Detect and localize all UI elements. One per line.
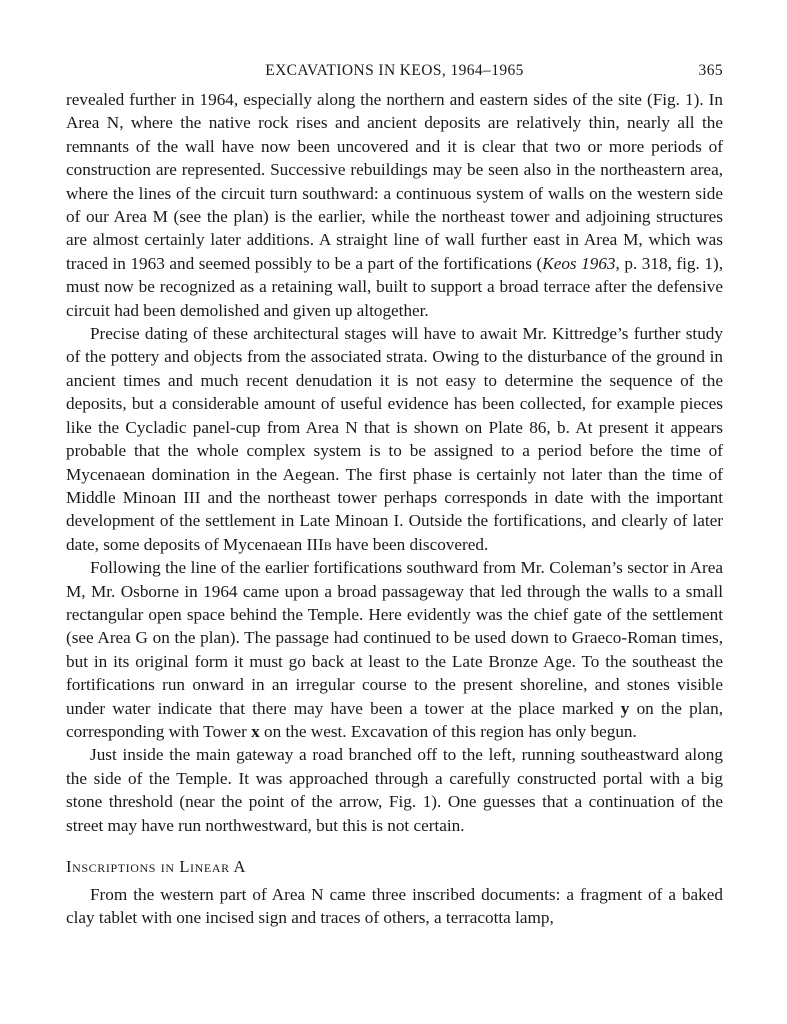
paragraph-3-text-b: on the plan, corresponding with Tower bbox=[66, 698, 724, 741]
body-text bbox=[66, 88, 723, 930]
section-heading: Inscriptions in Linear A bbox=[66, 857, 247, 876]
paragraph-1-text-b: , p. 318, fig. 1), must now be recognized as a retaining wall, built to support a broad terrace after the defensive circuit had been demolished and given up altogether. bbox=[66, 253, 723, 320]
paragraph-4-text: Just inside the main gateway a road branched off to the left, running southeastward along the side of the Temple. It was approached through a carefully constructed portal with a big stone threshold (near the point of the arrow, Fig. 1). One guesses that a continuation of the street may have run northwestward, but this is not certain. bbox=[66, 745, 723, 835]
paragraph-5 bbox=[66, 883, 723, 930]
paragraph-3 bbox=[66, 556, 723, 743]
mycenaean-phase-suffix: b bbox=[323, 534, 332, 554]
paragraph-1 bbox=[66, 88, 723, 322]
running-head bbox=[66, 62, 723, 88]
paragraph-2-text-a: Precise dating of these architectural stages will have to await Mr. Kittredge’s further study of the pottery and objects from the associated strata. Owing to the disturbance of the ground in ancient times and much recent denudation it is not easy to determine the sequence of the deposits, but a considerable amount of useful evidence has been collected, for example pieces like the Cycladic panel-cup from Area N that is shown on Plate 86, b. At present it appears probable that the whole complex system is to be assigned to a period before the time of Mycenaean domination in the Aegean. The first phase is certainly not later than the time of Middle Minoan III and the northeast tower perhaps corresponds in date with the important development of the settlement in Late Minoan I. Outside the fortifications, and clearly of later date, some deposits of Mycenaean III bbox=[66, 324, 723, 554]
paragraph-5-text: From the western part of Area N came three inscribed documents: a fragment of a baked clay tablet with one incised sign and traces of others, a terracotta lamp, bbox=[66, 885, 723, 928]
keos-1963-citation: Keos 1963 bbox=[542, 253, 616, 273]
tower-y-label: y bbox=[620, 698, 630, 718]
paragraph-1-text-a: revealed further in 1964, especially along the northern and eastern sides of the site (Fig. 1). In Area N, where the native rock rises and ancient deposits are relatively thin, nearly all the remnants of the wall have now been uncovered and it is clear that two or more periods of construction are represented. Successive rebuildings may be seen also in the northeastern area, where the lines of the circuit turn southward: a continuous system of walls on the western side of our Area M (see the plan) is the earlier, while the northeast tower and adjoining structures are almost certainly later additions. A straight line of wall further east in Area M, which was traced in 1963 and seemed possibly to be a part of the fortifications ( bbox=[66, 90, 723, 273]
page-number: 365 bbox=[698, 62, 723, 79]
tower-x-label: x bbox=[251, 721, 260, 741]
paragraph-3-text-a: Following the line of the earlier fortifications southward from Mr. Coleman’s sector in Area M, Mr. Osborne in 1964 came upon a broad passageway that led through the walls to a small rectangular open space behind the Temple. Here evidently was the chief gate of the settlement (see Area G on the plan). The passage had continued to be used down to Graeco-Roman times, but in its original form it must go back at least to the Late Bronze Age. To the southeast the fortifications run onward in an irregular course to the present shoreline, and stones visible under water indicate that there may have been a tower at the place marked bbox=[66, 558, 723, 718]
page bbox=[66, 62, 723, 930]
paragraph-2-text-b: have been discovered. bbox=[331, 534, 489, 554]
paragraph-2 bbox=[66, 322, 723, 556]
running-title: EXCAVATIONS IN KEOS, 1964–1965 bbox=[265, 62, 524, 79]
paragraph-3-text-c: on the west. Excavation of this region has only begun. bbox=[259, 721, 637, 741]
paragraph-4 bbox=[66, 743, 723, 837]
